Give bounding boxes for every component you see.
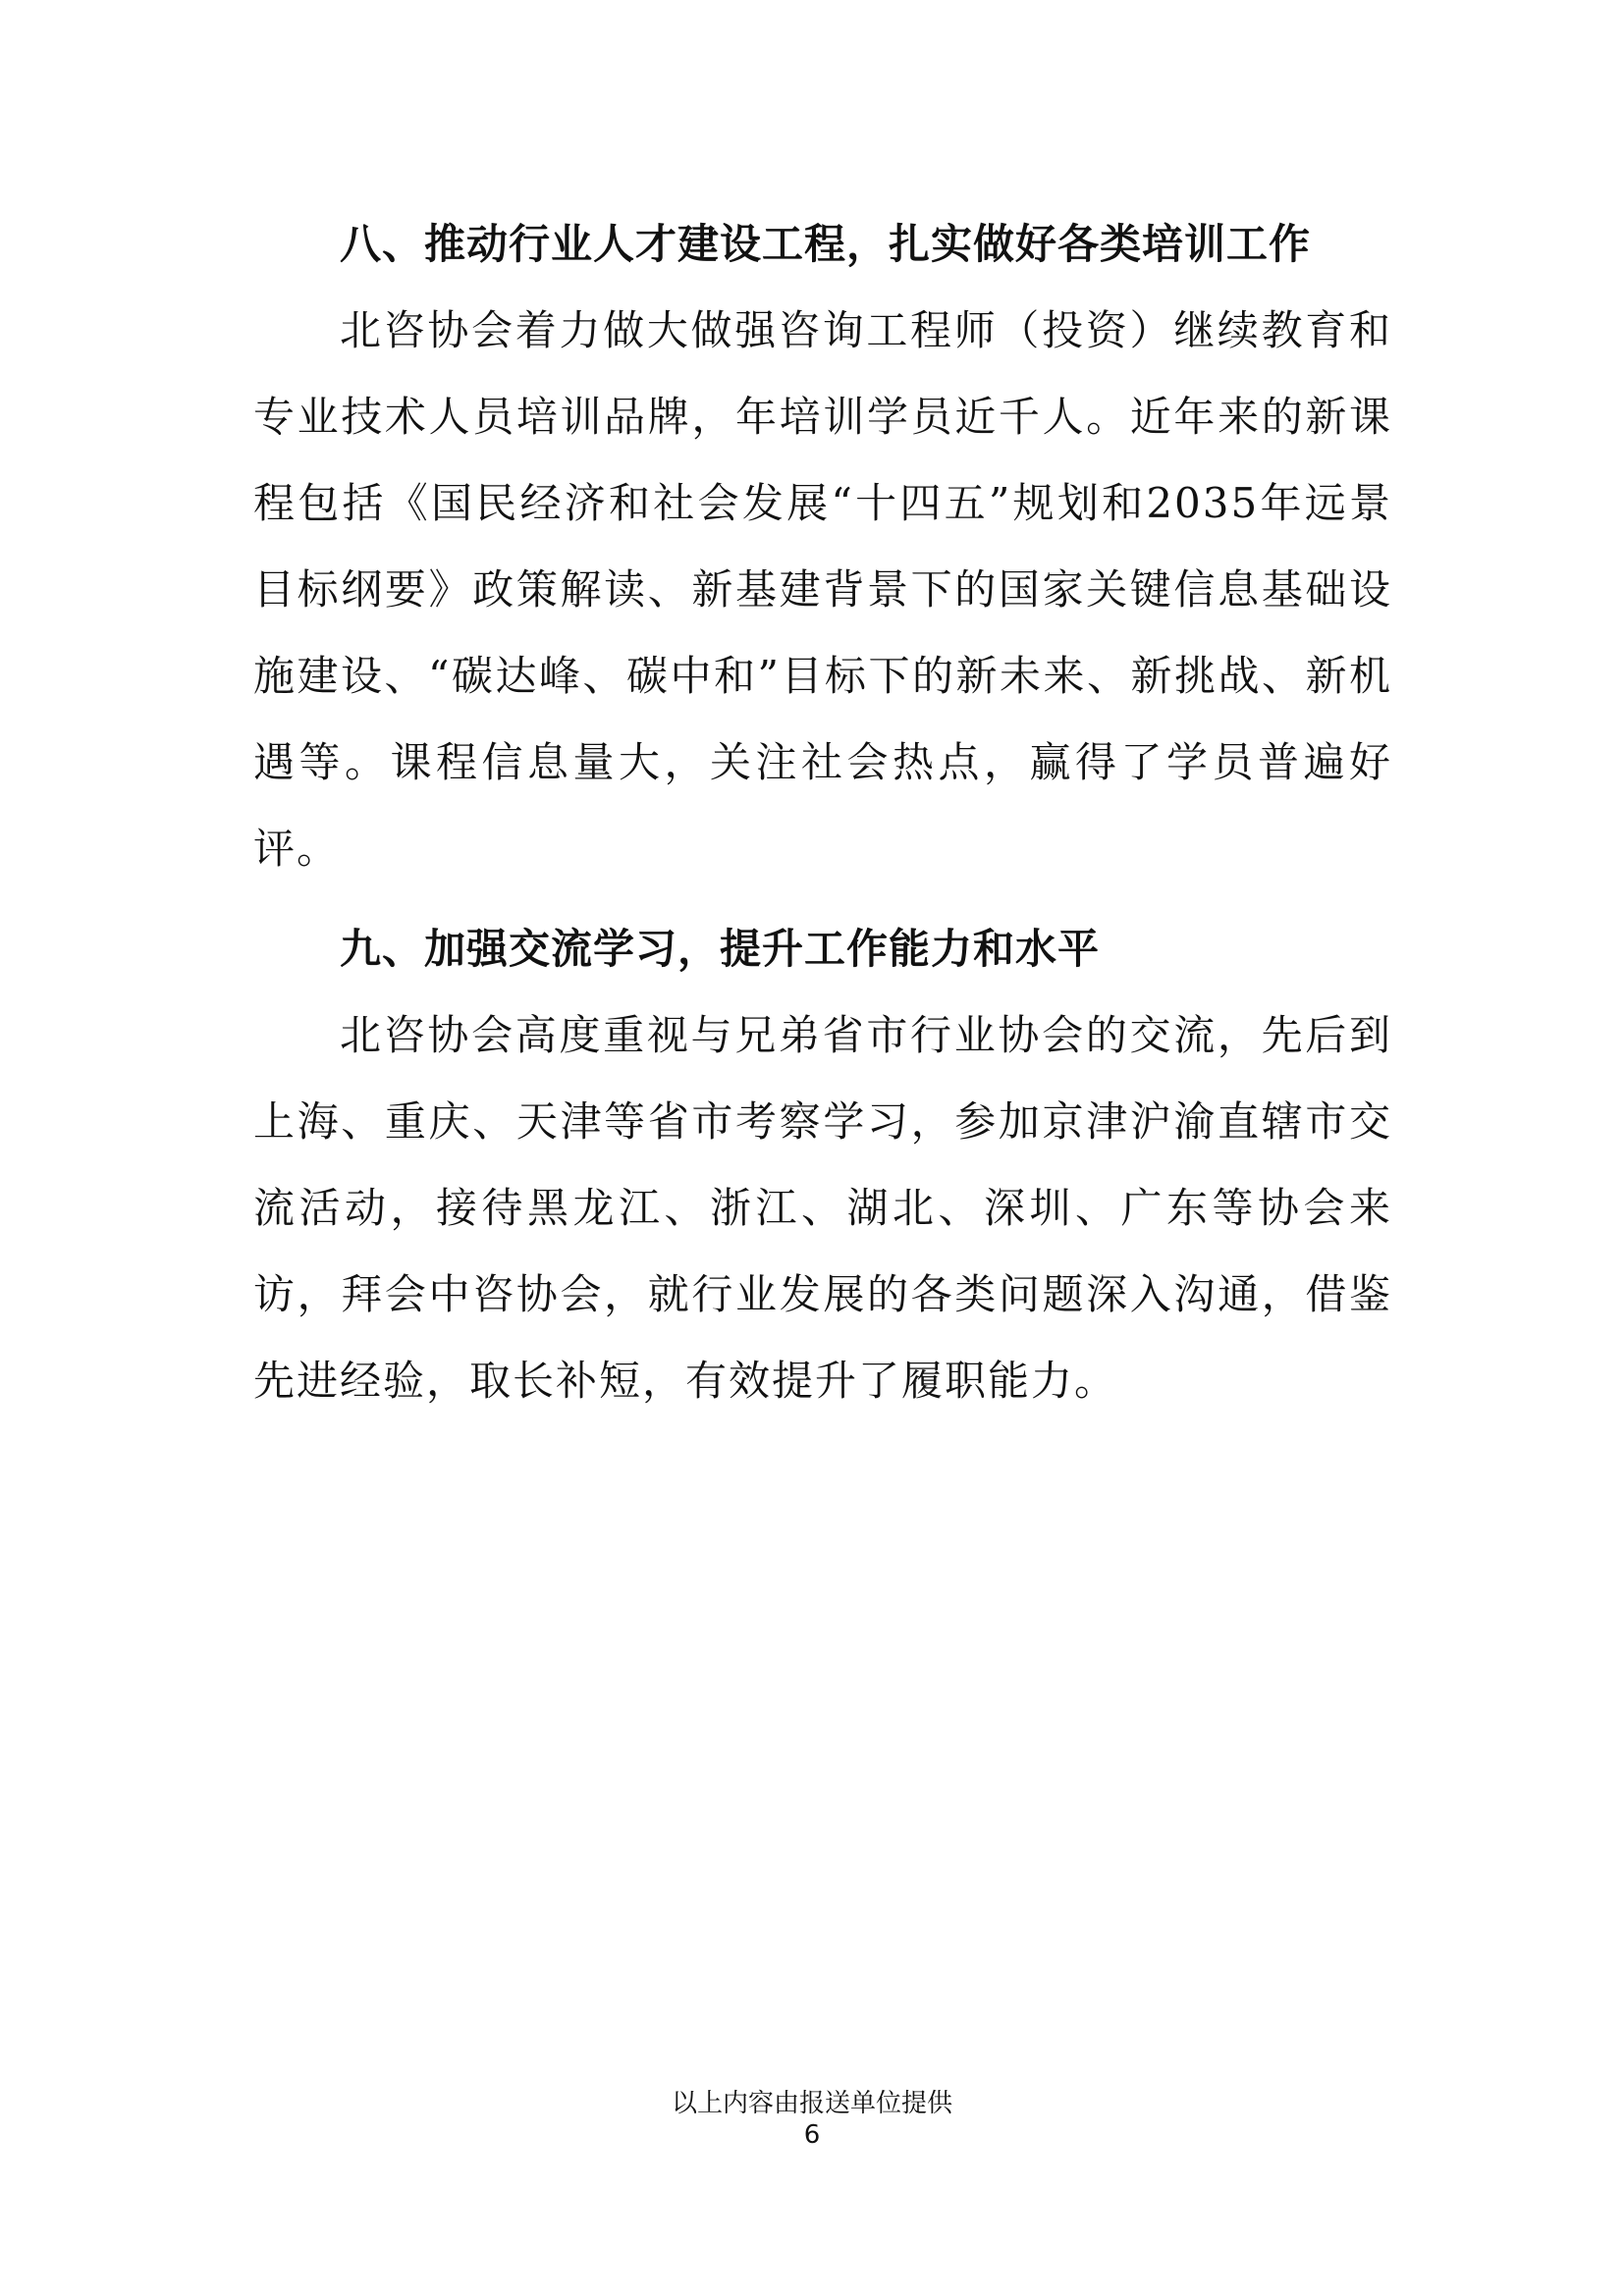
- document-body: [253, 201, 1392, 1424]
- section-paragraph-9: 北咨协会高度重视与兄弟省市行业协会的交流，先后到上海、重庆、天津等省市考察学习，参加京津沪渝直辖市交流活动，接待黑龙江、浙江、湖北、深圳、广东等协会来访，拜会中咨协会，就行业发展的各类问题深入沟通，借鉴先进经验，取长补短，有效提升了履职能力。: [253, 1011, 1392, 1405]
- footer-source-note: 以上内容由报送单位提供: [671, 2089, 952, 2118]
- section-heading-9: 九、加强交流学习，提升工作能力和水平: [340, 925, 1101, 973]
- page-number: 6: [803, 2120, 821, 2150]
- section-spacer: [253, 892, 1392, 906]
- section-heading-8: 八、推动行业人才建设工程，扎实做好各类培训工作: [340, 220, 1312, 268]
- section-paragraph-8: 北咨协会着力做大做强咨询工程师（投资）继续教育和专业技术人员培训品牌，年培训学员近千人。近年来的新课程包括《国民经济和社会发展“十四五”规划和2035年远景目标纲要》政策解读、新基建背景下的国家关键信息基础设施建设、“碳达峰、碳中和”目标下的新未来、新挑战、新机遇等。课程信息量大，关注社会热点，赢得了学员普遍好评。: [253, 306, 1392, 873]
